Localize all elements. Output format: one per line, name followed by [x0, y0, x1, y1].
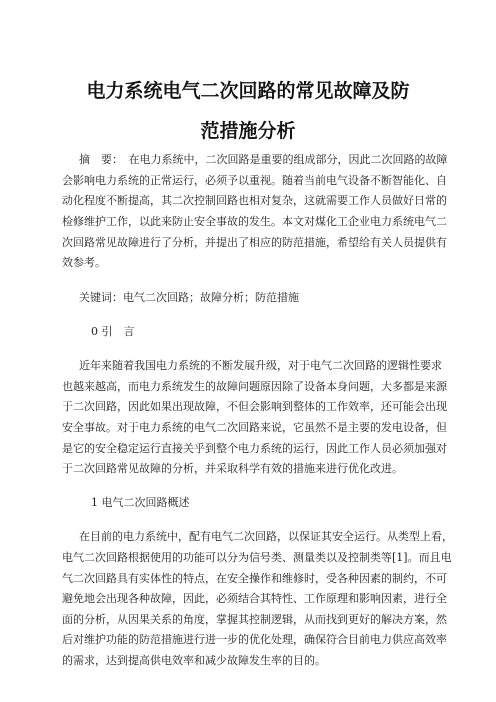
- paragraph-line: 电气二次回路根据使用的功能可以分为信号类、测量类以及控制类等[1]。而且电: [62, 551, 452, 564]
- abstract-line: 次回路常见故障进行了分析，并提出了相应的防范措施，希望给有关人员提供有: [62, 236, 447, 249]
- paragraph-line: 面的分析，从因果关系的角度，掌握其控制逻辑，从而找到更好的解决方案，然: [62, 613, 447, 626]
- abstract-line: 检修维护工作，以此来防止安全事故的发生。本文对煤化工企业电力系统电气二: [62, 215, 447, 228]
- title-line-1: 电力系统电气二次回路的常见故障及防: [86, 80, 410, 102]
- abstract-line: 摘 要： 在电力系统中，二次回路是重要的组成部分，因此二次回路的故障: [79, 153, 448, 166]
- title-line-2: 范措施分析: [200, 120, 296, 142]
- abstract-line: 会影响电力系统的正常运行，必须予以重视。随着当前电气设备不断智能化、自: [62, 174, 447, 187]
- paragraph-line: 近年来随着我国电力系统的不断发展升级，对于电气二次回路的逻辑性要求: [79, 359, 442, 372]
- section-1-heading: 1 电气二次回路概述: [91, 496, 190, 509]
- paragraph-line: 是它的安全稳定运行直接关乎到整个电力系统的运行，因此工作人员必须加强对: [62, 442, 447, 455]
- paragraph-line: 的需求，达到提高供电效率和减少故障发生率的目的。: [62, 654, 326, 667]
- paragraph-line: 也越来越高，而电力系统发生的故障问题原因除了设备本身问题，大多都是来源: [62, 380, 447, 393]
- paragraph-line: 于二次回路常见故障的分析，并采取科学有效的措施来进行优化改进。: [62, 462, 403, 475]
- section-0-heading: 0 引 言: [91, 325, 135, 338]
- abstract-line: 动化程度不断提高，其二次控制回路也相对复杂，这就需要工作人员做好日常的: [62, 194, 447, 207]
- keywords: 关键词：电气二次回路；故障分析；防范措施: [79, 291, 299, 304]
- paragraph-line: 于二次回路，因此如果出现故障，不但会影响到整体的工作效率，还可能会出现: [62, 400, 447, 413]
- abstract-line: 效参考。: [62, 256, 106, 269]
- paragraph-line: 在目前的电力系统中，配有电气二次回路，以保证其安全运行。从类型上看，: [79, 530, 453, 543]
- paragraph-line: 气二次回路具有实体性的特点，在安全操作和维修时，受各种因素的制约，不可: [62, 572, 447, 585]
- paragraph-line: 安全事故。对于电力系统的电气二次回路来说，它虽然不是主要的发电设备，但: [62, 421, 447, 434]
- paragraph-line: 后对维护功能的防范措施进行进一步的优化处理，确保符合目前电力供应高效率: [62, 633, 447, 646]
- paragraph-line: 避免地会出现各种故障，因此，必须结合其特性、工作原理和影响因素，进行全: [62, 592, 447, 605]
